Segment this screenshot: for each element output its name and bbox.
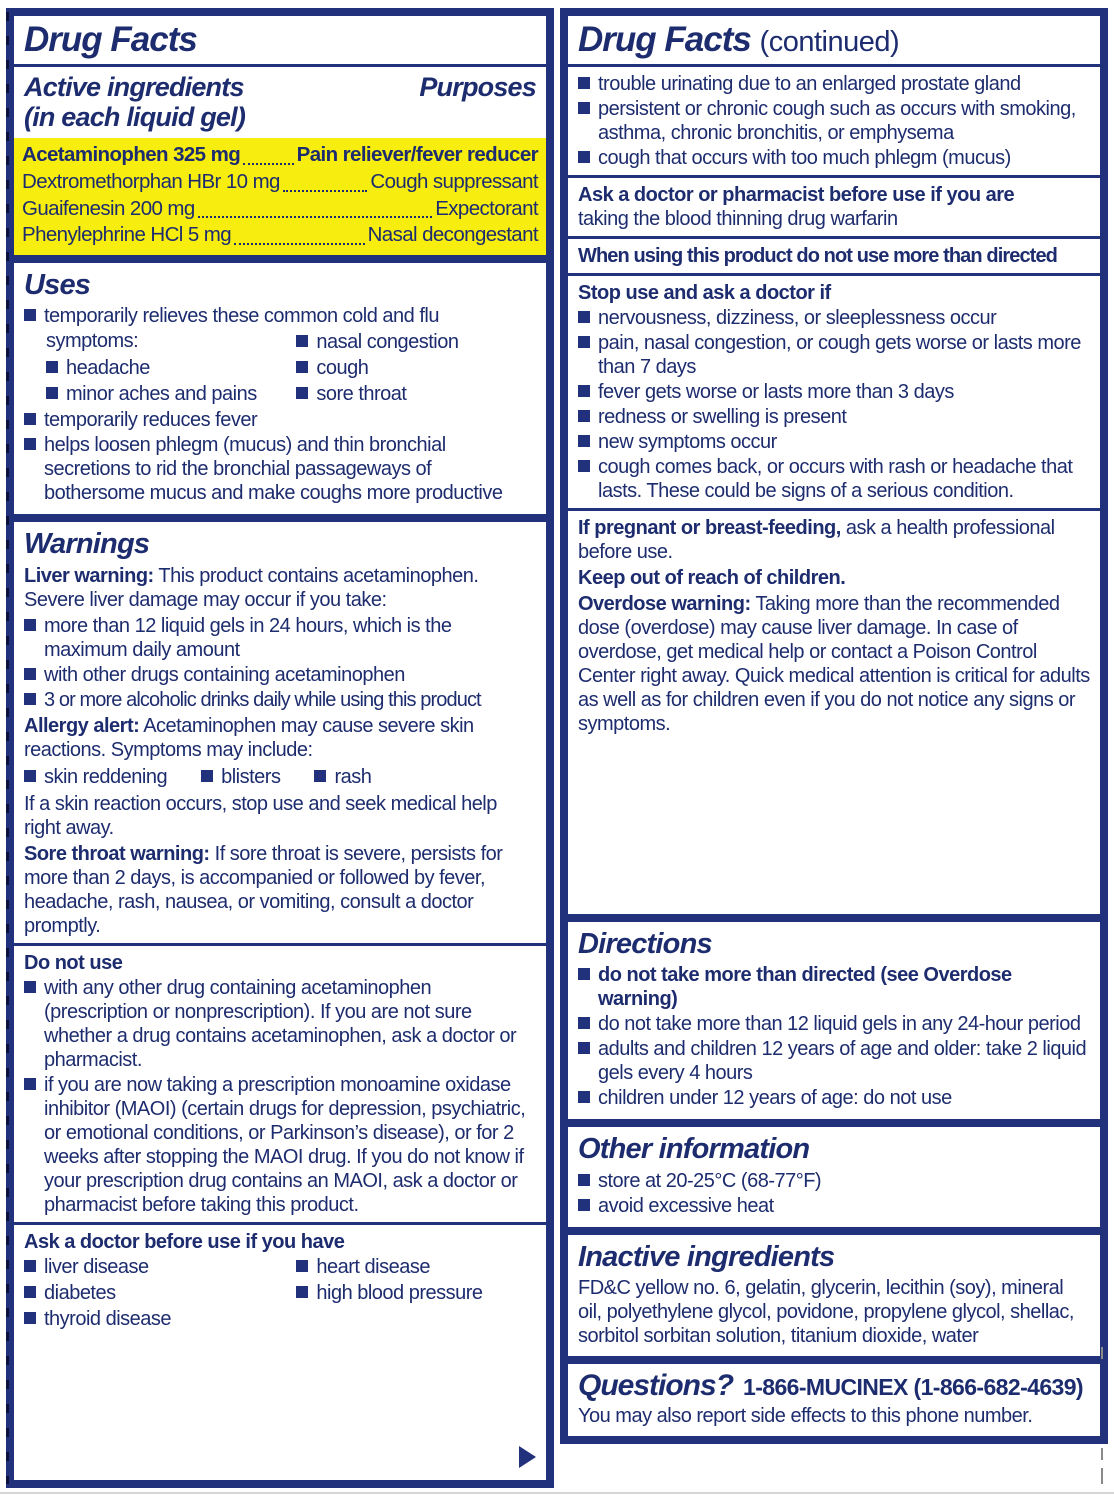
bullet-square-icon bbox=[578, 968, 590, 980]
bullet-square-icon bbox=[578, 1199, 590, 1211]
directions-bullet: do not take more than 12 liquid gels in any 24-hour period bbox=[578, 1012, 1090, 1036]
bullet-square-icon bbox=[46, 361, 58, 373]
active-ingredients-header bbox=[24, 72, 536, 132]
bullet-square-icon bbox=[578, 435, 590, 447]
bullet-square-icon bbox=[24, 309, 36, 321]
condition-item: thyroid disease bbox=[24, 1307, 292, 1331]
bullet-square-icon bbox=[296, 387, 308, 399]
active-ingredients-box bbox=[14, 16, 546, 255]
overdose-warning: Overdose warning: Taking more than the recommended dose (overdose) may cause liver damage. In case of overdose, get medical help or contact a Poison Control Center right away. Quick medical attention is critical for adults as well as for children even if you do not notice any signs or symptoms. bbox=[578, 592, 1090, 735]
keep-out-of-reach: Keep out of reach of children. bbox=[578, 566, 846, 589]
bullet-square-icon bbox=[46, 387, 58, 399]
dot-leader bbox=[243, 163, 294, 165]
bullet-square-icon bbox=[296, 1286, 308, 1298]
dot-leader bbox=[198, 216, 433, 218]
bullet-square-icon bbox=[578, 1042, 590, 1054]
allergy-alert: Allergy alert: Acetaminophen may cause severe skin reactions. Symptoms may include: bbox=[24, 714, 474, 761]
bullet-square-icon bbox=[24, 693, 36, 705]
condition-item: high blood pressure bbox=[296, 1281, 536, 1305]
bullet-square-icon bbox=[24, 1078, 36, 1090]
directions-box bbox=[568, 922, 1100, 1119]
warnings-box bbox=[14, 522, 546, 1480]
bullet-square-icon bbox=[578, 460, 590, 472]
questions-phone: 1-866-MUCINEX (1-866-682-4639) bbox=[743, 1374, 1083, 1400]
divider bbox=[14, 1222, 546, 1225]
active-ingredients-heading: Active ingredients (in each liquid gel) bbox=[24, 71, 246, 132]
purposes-heading: Purposes bbox=[419, 71, 536, 102]
drug-facts-title: Drug Facts bbox=[24, 20, 197, 59]
bullet-square-icon bbox=[24, 438, 36, 450]
bullet-square-icon bbox=[24, 770, 36, 782]
stop-use-bullet: nervousness, dizziness, or sleeplessness occur bbox=[578, 306, 1090, 330]
uses-bullet: helps loosen phlegm (mucus) and thin bronchial secretions to rid the bronchial passageways of bothersome mucus and make coughs more productive bbox=[24, 433, 536, 505]
bullet-square-icon bbox=[578, 336, 590, 348]
bullet-square-icon bbox=[578, 311, 590, 323]
continued-bullet: cough that occurs with too much phlegm (mucus) bbox=[578, 146, 1090, 170]
fold-line bbox=[0, 1492, 1114, 1494]
crop-mark bbox=[1101, 1468, 1103, 1484]
divider bbox=[568, 508, 1100, 511]
ingredient-row: Phenylephrine HCl 5 mg Nasal decongestant bbox=[22, 223, 538, 247]
uses-bullet: temporarily relieves these common cold and flu bbox=[24, 304, 536, 328]
bullet-square-icon bbox=[314, 770, 326, 782]
divider bbox=[568, 236, 1100, 239]
symptom-item: cough bbox=[296, 356, 536, 380]
directions-heading: Directions bbox=[578, 927, 712, 960]
questions-note: You may also report side effects to this phone number. bbox=[578, 1405, 1033, 1427]
dot-leader bbox=[234, 243, 365, 245]
condition-item: liver disease bbox=[24, 1255, 292, 1279]
skin-symptom: rash bbox=[314, 765, 371, 789]
other-information-box bbox=[568, 1127, 1100, 1226]
when-using-heading: When using this product do not use more than directed bbox=[578, 244, 1057, 267]
uses-heading: Uses bbox=[24, 268, 91, 301]
crop-mark bbox=[1101, 1347, 1103, 1359]
skin-reaction-note: If a skin reaction occurs, stop use and seek medical help right away. bbox=[24, 792, 497, 839]
drug-facts-panel-right bbox=[560, 8, 1108, 1444]
condition-item: diabetes bbox=[24, 1281, 292, 1305]
skin-symptoms-row bbox=[24, 764, 536, 790]
crop-mark bbox=[1101, 1448, 1103, 1460]
divider bbox=[568, 273, 1100, 276]
drug-facts-panel-left bbox=[6, 8, 554, 1488]
bullet-square-icon bbox=[578, 1017, 590, 1029]
inactive-ingredients-heading: Inactive ingredients bbox=[578, 1240, 835, 1273]
bullet-square-icon bbox=[24, 1286, 36, 1298]
directions-bullet: adults and children 12 years of age and older: take 2 liquid gels every 4 hours bbox=[578, 1037, 1090, 1085]
do-not-use-bullet: with any other drug containing acetaminophen (prescription or nonprescription). If you are not sure whether a drug contains acetaminophen, ask a doctor or pharmacist. bbox=[24, 976, 536, 1072]
stop-use-bullet: cough comes back, or occurs with rash or headache that lasts. These could be signs of a serious condition. bbox=[578, 455, 1090, 503]
dot-leader bbox=[283, 190, 368, 192]
liver-warning: Liver warning: This product contains acetaminophen. Severe liver damage may occur if you take: bbox=[24, 564, 479, 611]
stop-use-bullet: redness or swelling is present bbox=[578, 405, 1090, 429]
bullet-square-icon bbox=[24, 1260, 36, 1272]
questions-line bbox=[578, 1368, 1090, 1404]
bullet-square-icon bbox=[24, 619, 36, 631]
condition-item: heart disease bbox=[296, 1255, 536, 1279]
warnings-continued-box bbox=[568, 16, 1100, 914]
stop-use-bullet: new symptoms occur bbox=[578, 430, 1090, 454]
directions-bullet: do not take more than directed (see Overdose warning) bbox=[578, 963, 1090, 1011]
do-not-use-bullet: if you are now taking a prescription monoamine oxidase inhibitor (MAOI) (certain drugs for depression, psychiatric, or emotional conditions, or Parkinson’s disease), or for 2 weeks after stopping the MAOI drug. If you do not know if your prescription drug contains an MAOI, ask a doctor or pharmacist before taking this product. bbox=[24, 1073, 536, 1217]
inactive-ingredients-text: FD&C yellow no. 6, gelatin, glycerin, lecithin (soy), mineral oil, polyethylene glycol, povidone, propylene glycol, shellac, sorbitol sorbitan solution, titanium dioxide, water bbox=[578, 1277, 1074, 1347]
inactive-ingredients-box bbox=[568, 1235, 1100, 1356]
drug-facts-continued-title: Drug Facts (continued) bbox=[578, 20, 900, 59]
bullet-square-icon bbox=[578, 77, 590, 89]
bullet-square-icon bbox=[24, 1312, 36, 1324]
stop-use-bullet: pain, nasal congestion, or cough gets worse or lasts more than 7 days bbox=[578, 331, 1090, 379]
bullet-square-icon bbox=[296, 1260, 308, 1272]
divider bbox=[568, 64, 1100, 67]
stop-use-heading: Stop use and ask a doctor if bbox=[578, 281, 831, 304]
continued-bullet: persistent or chronic cough such as occurs with smoking, asthma, chronic bronchitis, or emphysema bbox=[578, 97, 1090, 145]
bullet-square-icon bbox=[578, 1174, 590, 1186]
symptom-item: nasal congestion bbox=[296, 330, 536, 354]
bullet-square-icon bbox=[24, 981, 36, 993]
ask-doctor-heading: Ask a doctor before use if you have bbox=[24, 1230, 345, 1253]
bullet-square-icon bbox=[201, 770, 213, 782]
liver-bullet: with other drugs containing acetaminophen bbox=[24, 663, 536, 687]
divider bbox=[14, 943, 546, 946]
liver-bullet: more than 12 liquid gels in 24 hours, which is the maximum daily amount bbox=[24, 614, 536, 662]
skin-symptom: skin reddening bbox=[24, 765, 167, 789]
symptom-item: minor aches and pains bbox=[46, 382, 292, 406]
continued-bullet: trouble urinating due to an enlarged prostate gland bbox=[578, 72, 1090, 96]
other-info-bullet: avoid excessive heat bbox=[578, 1194, 1090, 1218]
bullet-square-icon bbox=[578, 410, 590, 422]
ingredient-row: Acetaminophen 325 mg Pain reliever/fever reducer bbox=[22, 143, 538, 167]
do-not-use-heading: Do not use bbox=[24, 951, 123, 974]
uses-box bbox=[14, 263, 546, 514]
other-information-heading: Other information bbox=[578, 1133, 810, 1166]
bullet-square-icon bbox=[578, 102, 590, 114]
uses-bullet: temporarily reduces fever bbox=[24, 408, 536, 432]
conditions-grid bbox=[24, 1254, 536, 1332]
questions-heading: Questions? bbox=[578, 1369, 734, 1402]
bullet-square-icon bbox=[296, 361, 308, 373]
warnings-heading: Warnings bbox=[24, 528, 150, 561]
pregnant-warning: If pregnant or breast-feeding, ask a health professional before use. bbox=[578, 516, 1055, 563]
symptom-item: headache bbox=[46, 356, 292, 380]
ingredient-row: Guaifenesin 200 mg Expectorant bbox=[22, 196, 538, 220]
ingredient-row: Dextromethorphan HBr 10 mg Cough suppressant bbox=[22, 169, 538, 193]
sore-throat-warning: Sore throat warning: If sore throat is severe, persists for more than 2 days, is accompanied or followed by fever, headache, rash, nausea, or vomiting, consult a doctor promptly. bbox=[24, 842, 503, 937]
bullet-square-icon bbox=[578, 151, 590, 163]
directions-bullet: children under 12 years of age: do not use bbox=[578, 1086, 1090, 1110]
bullet-square-icon bbox=[24, 668, 36, 680]
other-info-bullet: store at 20-25°C (68-77°F) bbox=[578, 1169, 1090, 1193]
liver-bullet: 3 or more alcoholic drinks daily while using this product bbox=[24, 688, 536, 712]
skin-symptom: blisters bbox=[201, 765, 280, 789]
warfarin-warning: Ask a doctor or pharmacist before use if you are taking the blood thinning drug warfarin bbox=[578, 183, 1015, 230]
stop-use-bullet: fever gets worse or lasts more than 3 days bbox=[578, 380, 1090, 404]
symptoms-label: symptoms: bbox=[46, 330, 139, 353]
bullet-square-icon bbox=[296, 335, 308, 347]
continued-arrow-icon bbox=[519, 1446, 536, 1468]
questions-box bbox=[568, 1364, 1100, 1436]
bullet-square-icon bbox=[578, 1091, 590, 1103]
bullet-square-icon bbox=[578, 385, 590, 397]
active-ingredients-highlight bbox=[14, 138, 546, 255]
symptom-item: sore throat bbox=[296, 382, 536, 406]
bullet-square-icon bbox=[24, 413, 36, 425]
divider bbox=[14, 64, 546, 67]
symptoms-grid bbox=[24, 329, 536, 407]
divider bbox=[568, 175, 1100, 178]
